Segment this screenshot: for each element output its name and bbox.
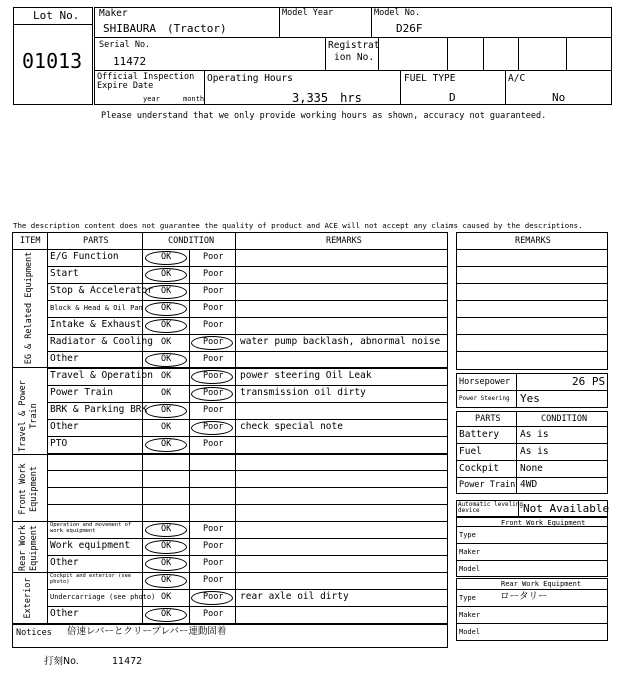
row-part: Start <box>50 268 79 279</box>
horsepower-value: 26 PS <box>572 375 606 388</box>
row-part: Other <box>50 608 79 619</box>
cockpit-label: Cockpit <box>459 463 500 474</box>
fuel-type-label: FUEL TYPE <box>404 73 456 84</box>
row-remark: rear axle oil dirty <box>240 591 349 602</box>
group-label-travel: Travel & Power Train <box>18 380 39 452</box>
rear-type-value: ロータリー <box>500 591 548 602</box>
row-part: Travel & Operation <box>50 370 153 381</box>
condition-ok: OK <box>161 609 172 619</box>
battery-label: Battery <box>459 429 500 440</box>
maker-value: SHIBAURA (Tractor) <box>103 22 227 35</box>
selection-circle <box>145 319 187 333</box>
inspection-label-1: Official Inspection <box>97 72 195 82</box>
month-label: month <box>183 95 205 103</box>
front-maker-label: Maker <box>459 548 481 556</box>
condition-poor: Poor <box>203 388 224 398</box>
selection-circle <box>145 540 187 554</box>
rear-maker-label: Maker <box>459 611 481 619</box>
condition-poor: Poor <box>203 558 224 568</box>
auto-leveling-value: Not Available <box>523 502 610 515</box>
header-remarks: REMARKS <box>326 236 362 246</box>
hours-notice: Please understand that we only provide working hours as shown, accuracy not guaranteed. <box>101 111 547 121</box>
rear-type-label: Type <box>459 594 476 602</box>
group-label-rear: Rear Work Equipment <box>18 524 39 572</box>
stamp-value: 11472 <box>112 656 143 667</box>
condition-poor: Poor <box>203 609 224 619</box>
model-no-label: Model No. <box>374 8 421 18</box>
row-part: PTO <box>50 438 68 449</box>
model-year-label: Model Year <box>282 8 334 18</box>
header-item: ITEM <box>20 236 41 246</box>
power-train-label: Power Train <box>459 480 516 490</box>
power-steering-value: Yes <box>520 392 540 405</box>
selection-circle <box>145 608 187 622</box>
fuel-type-value: D <box>449 91 456 104</box>
condition-ok: OK <box>161 337 172 347</box>
operating-hours-label: Operating Hours <box>207 73 293 84</box>
row-part: E/G Function <box>50 251 119 262</box>
condition-ok: OK <box>161 371 172 381</box>
row-part: Work equipment <box>50 540 131 551</box>
power-steering-label: Power Steering <box>459 395 510 402</box>
condition-poor: Poor <box>203 405 224 415</box>
row-remark: water pump backlash, abnormal noise <box>240 336 441 347</box>
condition-ok: OK <box>161 286 172 296</box>
condition-ok: OK <box>161 558 172 568</box>
front-type-label: Type <box>459 531 476 539</box>
selection-circle <box>191 387 233 401</box>
rear-model-label: Model <box>459 628 481 636</box>
row-part: Operation and movement of work equipment <box>50 522 132 534</box>
condition-ok: OK <box>161 575 172 585</box>
fuel-label: Fuel <box>459 446 482 457</box>
condition-poor: Poor <box>203 303 224 313</box>
condition-ok: OK <box>161 439 172 449</box>
maker-label: Maker <box>99 8 128 19</box>
disclaimer: The description content does not guarantee the quality of product and ACE will not accept any claims caused by the descriptions. <box>13 221 583 230</box>
selection-circle <box>145 302 187 316</box>
cockpit-value: None <box>520 463 543 474</box>
condition-poor: Poor <box>203 269 224 279</box>
row-part: Stop & Accelerator <box>50 285 153 296</box>
stamp-label: 打刻No. <box>44 656 79 667</box>
serial-no-label: Serial No. <box>99 40 151 50</box>
row-part: Other <box>50 421 79 432</box>
rear-work-header: Rear Work Equipment <box>501 580 582 588</box>
condition-ok: OK <box>161 405 172 415</box>
selection-circle <box>145 404 187 418</box>
condition-ok: OK <box>161 524 172 534</box>
condition-ok: OK <box>161 303 172 313</box>
row-part: Power Train <box>50 387 113 398</box>
ac-value: No <box>552 91 566 104</box>
condition-poor: Poor <box>203 320 224 330</box>
row-remark: transmission oil dirty <box>240 387 366 398</box>
selection-circle <box>191 421 233 435</box>
front-model-label: Model <box>459 565 481 573</box>
condition-poor: Poor <box>203 422 224 432</box>
condition-poor: Poor <box>203 354 224 364</box>
selection-circle <box>191 370 233 384</box>
row-part: BRK & Parking BRK <box>50 404 148 415</box>
condition-poor: Poor <box>203 575 224 585</box>
condition-poor: Poor <box>203 592 224 602</box>
condition-ok: OK <box>161 541 172 551</box>
serial-no-value: 11472 <box>113 55 147 68</box>
group-label-front: Front Work Equipment <box>18 463 39 515</box>
condition-poor: Poor <box>203 337 224 347</box>
selection-circle <box>145 523 187 537</box>
registration-label-2: ion No. <box>334 52 375 63</box>
year-label: year <box>143 95 160 103</box>
notices-label: Notices <box>16 628 52 638</box>
auto-leveling-label: Automatic leveling device <box>458 501 524 515</box>
condition-poor: Poor <box>203 439 224 449</box>
fuel-value: As is <box>520 446 549 457</box>
battery-value: As is <box>520 429 549 440</box>
condition-poor: Poor <box>203 252 224 262</box>
model-no-value: D26F <box>396 22 423 35</box>
selection-circle <box>145 285 187 299</box>
selection-circle <box>145 574 187 588</box>
row-remark: check special note <box>240 421 343 432</box>
header-parts: PARTS <box>83 236 109 246</box>
selection-circle <box>191 591 233 605</box>
condition-ok: OK <box>161 592 172 602</box>
power-train-value: 4WD <box>520 479 538 490</box>
row-part: Intake & Exhaust <box>50 319 142 330</box>
side-parts-header: PARTS <box>475 414 501 424</box>
condition-ok: OK <box>161 252 172 262</box>
condition-poor: Poor <box>203 371 224 381</box>
header-condition: CONDITION <box>168 236 215 246</box>
selection-circle <box>145 438 187 452</box>
side-remarks-header: REMARKS <box>515 236 551 246</box>
selection-circle <box>145 251 187 265</box>
condition-poor: Poor <box>203 286 224 296</box>
condition-poor: Poor <box>203 524 224 534</box>
condition-poor: Poor <box>203 541 224 551</box>
selection-circle <box>145 557 187 571</box>
horsepower-label: Horsepower <box>459 377 511 387</box>
inspection-label-2: Expire Date <box>97 81 154 91</box>
side-condition-header: CONDITION <box>541 414 588 424</box>
row-part: Cockpit and exterior (see photo) <box>50 573 132 585</box>
selection-circle <box>191 336 233 350</box>
notices-text: 倍速レバーとクリープレバー連動固着 <box>67 626 227 637</box>
group-label-exterior: Exterior <box>23 577 33 619</box>
row-part: Undercarriage (see photo) <box>50 593 156 601</box>
row-remark: power steering Oil Leak <box>240 370 372 381</box>
condition-ok: OK <box>161 388 172 398</box>
ac-label: A/C <box>508 73 526 84</box>
selection-circle <box>145 353 187 367</box>
condition-ok: OK <box>161 354 172 364</box>
front-work-header: Front Work Equipment <box>501 519 586 527</box>
row-part: Block & Head & Oil Pan <box>50 304 143 312</box>
operating-hours-value: 3,335 hrs <box>292 91 362 105</box>
registration-label-1: Registrat <box>328 40 380 51</box>
condition-ok: OK <box>161 422 172 432</box>
lot-no-value: 01013 <box>22 49 83 73</box>
row-part: Radiator & Cooling <box>50 336 153 347</box>
row-part: Other <box>50 353 79 364</box>
group-label-eg: EG & Related Equipment <box>24 251 34 365</box>
row-part: Other <box>50 557 79 568</box>
lot-no-label: Lot No. <box>33 9 80 22</box>
condition-ok: OK <box>161 269 172 279</box>
selection-circle <box>145 268 187 282</box>
condition-ok: OK <box>161 320 172 330</box>
